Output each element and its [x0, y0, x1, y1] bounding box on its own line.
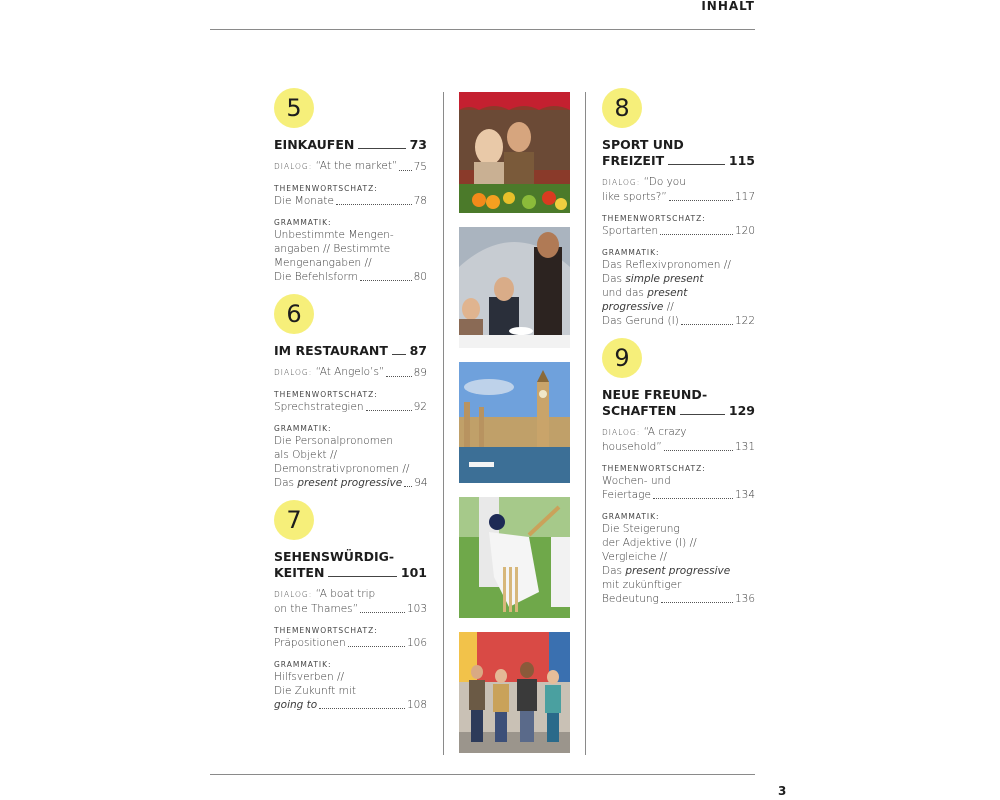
category-label: THEMENWORTSCHATZ: [274, 390, 378, 399]
entry-text: der Adjektive (I) // [602, 537, 697, 549]
dot-leader [681, 324, 733, 325]
category-label: DIALOG: [602, 428, 641, 437]
entry-text: Präpositionen [274, 637, 346, 649]
entry-text: “At the market” [315, 160, 398, 172]
market-photo [459, 92, 570, 213]
chapter-title-text: SCHAFTEN [602, 403, 677, 418]
entry-page: 80 [413, 271, 427, 283]
chapter-8 [602, 88, 755, 328]
dot-leader [386, 376, 411, 377]
chapter-title[interactable] [274, 137, 427, 153]
entry-page: 131 [734, 441, 755, 453]
dot-leader [360, 280, 412, 281]
toc-entry-grammar[interactable] [602, 247, 755, 328]
dot-leader [404, 486, 412, 487]
dot-leader [319, 708, 405, 709]
toc-entry-grammar[interactable] [602, 511, 755, 606]
entry-page: 122 [734, 315, 755, 327]
entry-page: 120 [734, 225, 755, 237]
toc-entry-dialog[interactable] [274, 587, 427, 616]
entry-text: Mengenangaben // [274, 257, 372, 269]
chapter-number-badge: 7 [274, 500, 314, 540]
entry-text-italic: present [647, 287, 688, 299]
entry-text: Die Befehlsform [274, 271, 358, 283]
toc-entry-vocab[interactable] [602, 463, 755, 502]
entry-page: 108 [406, 699, 427, 711]
chapter-page: 73 [409, 137, 427, 152]
column-divider-left [443, 92, 444, 755]
dot-leader [360, 612, 405, 613]
entry-text: Die Personalpronomen [274, 435, 394, 447]
street-photo [459, 632, 570, 753]
bottom-rule [210, 774, 755, 775]
entry-text-italic: simple present [625, 273, 704, 285]
entry-text: Das Gerund (I) [602, 315, 679, 327]
chapter-title-text: KEITEN [274, 565, 325, 580]
category-label: THEMENWORTSCHATZ: [274, 184, 378, 193]
chapter-6 [274, 294, 427, 490]
restaurant-photo [459, 227, 570, 348]
entry-text: Demonstrativpronomen // [274, 463, 410, 475]
page-number: 3 [778, 784, 787, 798]
entry-page: 134 [734, 489, 755, 501]
chapter-title[interactable] [274, 343, 427, 359]
category-label: GRAMMATIK: [274, 218, 332, 227]
chapter-number-badge: 8 [602, 88, 642, 128]
chapter-page: 87 [409, 343, 427, 358]
entry-text: on the Thames” [274, 603, 359, 615]
entry-text: mit zukünftiger [602, 579, 682, 591]
entry-page: 89 [413, 367, 427, 379]
entry-text: Wochen- und [602, 475, 671, 487]
chapter-number-badge: 9 [602, 338, 642, 378]
category-label: DIALOG: [602, 178, 641, 187]
entry-text-italic: present progressive [625, 565, 731, 577]
entry-text: // [663, 301, 674, 313]
title-leader [680, 414, 725, 415]
toc-entry-dialog[interactable] [274, 159, 427, 174]
section-title: INHALT [701, 0, 755, 13]
column-divider-right [585, 92, 586, 755]
entry-text: Das [602, 273, 626, 285]
dot-leader [661, 602, 733, 603]
entry-page: 103 [406, 603, 427, 615]
toc-entry-grammar[interactable] [274, 217, 427, 284]
category-label: DIALOG: [274, 368, 313, 377]
category-label: DIALOG: [274, 162, 313, 171]
entry-text: Sportarten [602, 225, 659, 237]
title-leader [358, 148, 405, 149]
chapter-7 [274, 500, 427, 712]
entry-page: 117 [734, 191, 755, 203]
entry-page: 136 [734, 593, 755, 605]
category-label: GRAMMATIK: [602, 248, 660, 257]
category-label: THEMENWORTSCHATZ: [274, 626, 378, 635]
toc-entry-dialog[interactable] [602, 175, 755, 204]
dot-leader [366, 410, 412, 411]
toc-entry-vocab[interactable] [602, 213, 755, 238]
dot-leader [660, 234, 733, 235]
toc-column-right [602, 88, 755, 615]
entry-text: als Objekt // [274, 449, 338, 461]
chapter-page: 129 [728, 403, 755, 418]
entry-text: Die Monate [274, 195, 334, 207]
entry-text: “A boat trip [315, 588, 376, 600]
cricket-photo [459, 497, 570, 618]
entry-text: Das [274, 477, 298, 489]
entry-page: 78 [413, 195, 427, 207]
entry-text: Sprechstrategien [274, 401, 364, 413]
dot-leader [348, 646, 405, 647]
entry-text: “A crazy [643, 426, 687, 438]
entry-text: Das [602, 565, 626, 577]
category-label: GRAMMATIK: [602, 512, 660, 521]
title-leader [392, 354, 406, 355]
entry-text: Bedeutung [602, 593, 659, 605]
chapter-title-text: FREIZEIT [602, 153, 665, 168]
title-leader [668, 164, 725, 165]
dot-leader [653, 498, 733, 499]
entry-text: Die Steigerung [602, 523, 680, 535]
toc-entry-grammar[interactable] [274, 423, 427, 490]
chapter-5 [274, 88, 427, 284]
top-rule [210, 29, 755, 30]
chapter-title[interactable] [602, 137, 755, 169]
chapter-title[interactable] [602, 387, 755, 419]
chapter-title-text: EINKAUFEN [274, 137, 355, 152]
title-leader [328, 576, 397, 577]
dot-leader [399, 170, 411, 171]
entry-text-italic: progressive [602, 301, 664, 313]
toc-entry-vocab[interactable] [274, 625, 427, 650]
entry-text: Vergleiche // [602, 551, 667, 563]
toc-entry-dialog[interactable] [602, 425, 755, 454]
chapter-title-text: NEUE FREUND- [602, 387, 708, 402]
chapter-page: 101 [400, 565, 427, 580]
entry-text-italic: present progressive [297, 477, 403, 489]
entry-text: Hilfsverben // [274, 671, 345, 683]
chapter-title-text: SEHENSWÜRDIG- [274, 549, 395, 564]
entry-text: Das Reflexivpronomen // [602, 259, 731, 271]
chapter-page: 115 [728, 153, 755, 168]
chapter-number-badge: 5 [274, 88, 314, 128]
entry-text: Feiertage [602, 489, 651, 501]
chapter-title-text: SPORT UND [602, 137, 684, 152]
category-label: THEMENWORTSCHATZ: [602, 214, 706, 223]
toc-column-left [274, 88, 427, 721]
dot-leader [669, 200, 733, 201]
toc-entry-grammar[interactable] [274, 659, 427, 712]
toc-entry-vocab[interactable] [274, 183, 427, 208]
entry-text: like sports?” [602, 191, 667, 203]
entry-text: “At Angelo’s” [315, 366, 385, 378]
entry-text-italic: going to [274, 699, 318, 711]
entry-text: “Do you [643, 176, 686, 188]
entry-page: 94 [414, 477, 428, 489]
photo-strip [459, 92, 570, 767]
chapter-9 [602, 338, 755, 606]
entry-text: Unbestimmte Mengen- [274, 229, 394, 241]
category-label: GRAMMATIK: [274, 424, 332, 433]
entry-text: Die Zukunft mit [274, 685, 356, 697]
category-label: GRAMMATIK: [274, 660, 332, 669]
dot-leader [336, 204, 412, 205]
category-label: DIALOG: [274, 590, 313, 599]
entry-page: 106 [406, 637, 427, 649]
chapter-number-badge: 6 [274, 294, 314, 334]
chapter-title-text: IM RESTAURANT [274, 343, 388, 358]
chapter-title[interactable] [274, 549, 427, 581]
entry-text: angaben // Bestimmte [274, 243, 391, 255]
category-label: THEMENWORTSCHATZ: [602, 464, 706, 473]
entry-page: 75 [413, 161, 427, 173]
toc-entry-dialog[interactable] [274, 365, 427, 380]
toc-entry-vocab[interactable] [274, 389, 427, 414]
entry-text: und das [602, 287, 648, 299]
london-photo [459, 362, 570, 483]
entry-page: 92 [413, 401, 427, 413]
dot-leader [664, 450, 733, 451]
entry-text: household” [602, 441, 662, 453]
